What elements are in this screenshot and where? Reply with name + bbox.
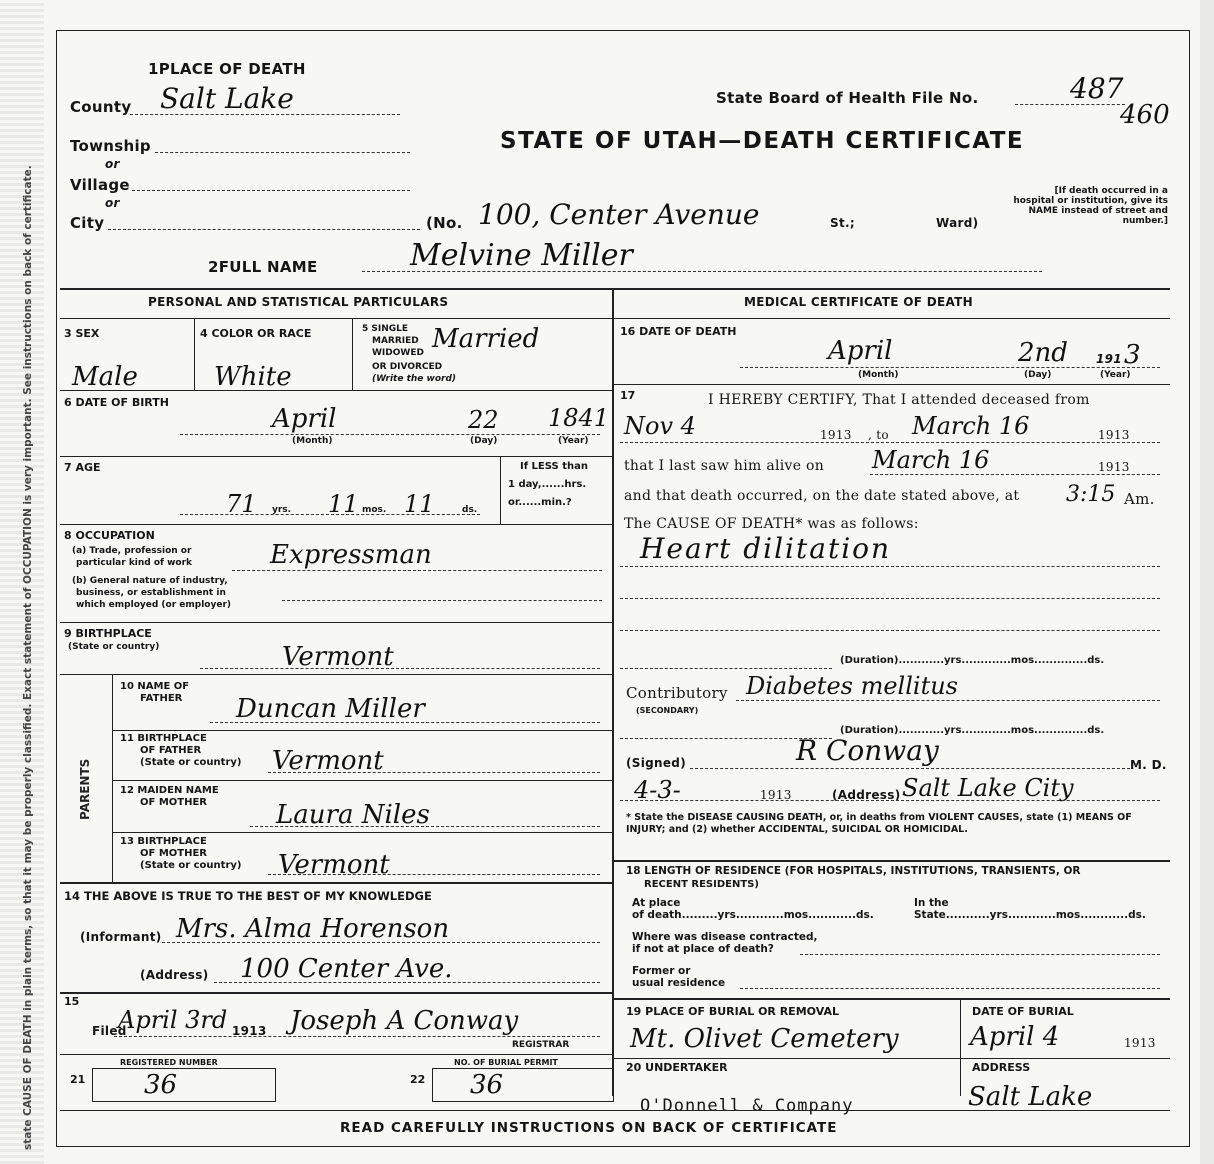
marital-label-5: (Write the word) bbox=[372, 374, 457, 384]
reg-no-label: REGISTERED NUMBER bbox=[120, 1058, 218, 1067]
full-name-value: Melvine Miller bbox=[410, 238, 633, 273]
row-line-age bbox=[60, 524, 612, 525]
reg-no-box bbox=[92, 1068, 276, 1102]
med-address-label: (Address) bbox=[832, 788, 901, 802]
row-line-birthplace bbox=[60, 674, 612, 675]
right-edge-strip bbox=[1200, 0, 1214, 1164]
dob-month-caption: (Month) bbox=[292, 436, 333, 446]
row-line-informant bbox=[60, 992, 612, 994]
full-name-line bbox=[362, 271, 1042, 272]
occupation-line-2 bbox=[282, 600, 602, 601]
attended-from-year: 1913 bbox=[820, 428, 852, 442]
row-line-father-bp bbox=[112, 780, 612, 781]
age-ds-caption: ds. bbox=[462, 505, 478, 515]
row-line-occupation bbox=[60, 622, 612, 623]
burial-date-value: April 4 bbox=[970, 1022, 1060, 1052]
father-birthplace-label-2: OF FATHER bbox=[140, 745, 202, 756]
in-state-label-1: In the bbox=[914, 897, 949, 909]
age-mos-caption: mos. bbox=[362, 505, 387, 515]
less-than-2: 1 day,......hrs. bbox=[508, 479, 587, 490]
grid-bottom-line bbox=[60, 1110, 1170, 1111]
or-text-2: or bbox=[105, 196, 120, 210]
side-instruction-note: state CAUSE OF DEATH in plain terms, so that it may be properly classified. Exact statement of OCCUPATION is very important. See instructions on back of certificate. bbox=[22, 165, 34, 1150]
cause-value: Heart dilitation bbox=[640, 532, 892, 565]
dod-year-caption: (Year) bbox=[1100, 370, 1131, 380]
father-name-label-2: FATHER bbox=[140, 693, 183, 704]
dob-line bbox=[180, 434, 600, 435]
burial-value: Mt. Olivet Cemetery bbox=[630, 1024, 899, 1054]
age-years: 71 bbox=[226, 490, 257, 518]
to-label: , to bbox=[868, 428, 889, 442]
row-line-sex bbox=[60, 390, 612, 391]
occupation-a1: (a) Trade, profession or bbox=[72, 546, 192, 556]
city-line bbox=[108, 229, 420, 230]
age-days: 11 bbox=[404, 490, 435, 518]
cause-label: The CAUSE OF DEATH* was as follows: bbox=[624, 516, 919, 532]
father-birthplace-line bbox=[268, 772, 600, 773]
residence-label-2: RECENT RESIDENTS) bbox=[644, 879, 759, 890]
last-saw-date: March 16 bbox=[872, 446, 990, 474]
last-saw-line bbox=[870, 474, 1160, 475]
reg-no-num: 21 bbox=[70, 1073, 86, 1086]
mother-birthplace-label-1: 13 BIRTHPLACE bbox=[120, 836, 207, 847]
dob-label: 6 DATE OF BIRTH bbox=[64, 396, 169, 409]
marital-label-3: WIDOWED bbox=[372, 348, 424, 358]
filed-value: April 3rd bbox=[118, 1006, 228, 1034]
informant-value: Mrs. Alma Horenson bbox=[176, 914, 450, 944]
age-divider bbox=[500, 456, 501, 524]
parents-label: PARENTS bbox=[78, 758, 92, 820]
time-suffix: Am. bbox=[1124, 490, 1155, 508]
time-value: 3:15 bbox=[1066, 482, 1116, 507]
left-section-line bbox=[60, 318, 612, 319]
color-label: 4 COLOR OR RACE bbox=[200, 327, 312, 340]
signed-label: (Signed) bbox=[626, 756, 686, 770]
marital-label-2: MARRIED bbox=[372, 336, 419, 346]
row-line-burial bbox=[612, 1058, 1170, 1059]
full-name-label: 2FULL NAME bbox=[208, 258, 318, 276]
row-line-mother-bp bbox=[60, 882, 612, 884]
occupation-b1: (b) General nature of industry, bbox=[72, 576, 228, 586]
filed-label: Filed bbox=[92, 1024, 127, 1038]
age-months: 11 bbox=[328, 490, 359, 518]
or-text-1: or bbox=[105, 157, 120, 171]
mother-name-line bbox=[250, 826, 600, 827]
at-place-label-2: of death.........yrs............mos............ds. bbox=[632, 909, 874, 921]
mother-name-label-1: 12 MAIDEN NAME bbox=[120, 785, 219, 796]
parents-divider bbox=[112, 674, 113, 882]
contracted-label-1: Where was disease contracted, bbox=[632, 931, 818, 943]
undertaker-value: O'Donnell & Company bbox=[640, 1096, 854, 1116]
contracted-line bbox=[800, 954, 1160, 955]
last-saw-year: 1913 bbox=[1098, 460, 1130, 474]
certify-number: 17 bbox=[620, 389, 636, 402]
duration-line bbox=[620, 668, 832, 669]
contributory-line bbox=[736, 700, 1160, 701]
row-line-mother bbox=[112, 832, 612, 833]
mother-name-value: Laura Niles bbox=[276, 800, 430, 830]
county-line bbox=[130, 114, 400, 115]
occupation-line bbox=[232, 570, 602, 571]
dod-month: April bbox=[828, 336, 893, 366]
age-label: 7 AGE bbox=[64, 461, 101, 474]
row-line-residence bbox=[612, 998, 1170, 1000]
street-st-label: St.; bbox=[830, 216, 855, 230]
father-birthplace-value: Vermont bbox=[272, 746, 384, 776]
contracted-label-2: if not at place of death? bbox=[632, 943, 774, 955]
cause-line-3 bbox=[620, 630, 1160, 631]
street-value: 100, Center Avenue bbox=[478, 198, 760, 231]
dod-day-caption: (Day) bbox=[1024, 370, 1052, 380]
township-line bbox=[155, 152, 410, 153]
filed-line bbox=[114, 1036, 600, 1037]
birthplace-sub: (State or country) bbox=[68, 642, 160, 652]
med-address-line bbox=[620, 800, 1160, 801]
signed-value: R Conway bbox=[796, 734, 939, 767]
cause-line-2 bbox=[620, 598, 1160, 599]
attended-from-date: Nov 4 bbox=[624, 412, 696, 440]
cause-footnote: * State the DISEASE CAUSING DEATH, or, in deaths from VIOLENT CAUSES, state (1) MEANS OF INJURY; and (2) whether ACCIDENTAL, SUICIDAL OR HOMICIDAL. bbox=[626, 812, 1132, 835]
occupation-label: 8 OCCUPATION bbox=[64, 529, 155, 542]
row-line-dod bbox=[612, 384, 1170, 385]
occupation-b2: business, or establishment in bbox=[76, 588, 226, 598]
medical-section-title: MEDICAL CERTIFICATE OF DEATH bbox=[744, 295, 973, 309]
street-no-label: (No. bbox=[426, 214, 463, 232]
burial-label: 19 PLACE OF BURIAL OR REMOVAL bbox=[626, 1005, 839, 1018]
filed-year: 1913 bbox=[232, 1024, 267, 1038]
row-line-father bbox=[112, 730, 612, 731]
marital-label-1: 5 SINGLE bbox=[362, 324, 409, 334]
file-number-alt: 460 bbox=[1120, 100, 1170, 130]
md-label: M. D. bbox=[1130, 758, 1167, 772]
father-name-label-1: 10 NAME OF bbox=[120, 681, 190, 692]
reg-no-value: 36 bbox=[144, 1070, 178, 1100]
true-statement-label: 14 THE ABOVE IS TRUE TO THE BEST OF MY KNOWLEDGE bbox=[64, 889, 432, 903]
dob-day: 22 bbox=[468, 406, 499, 434]
informant-label: (Informant) bbox=[80, 930, 162, 944]
marital-value: Married bbox=[432, 324, 540, 354]
signed-date: 4-3- bbox=[634, 776, 681, 804]
place-of-death-label: 1PLACE OF DEATH bbox=[148, 60, 306, 78]
permit-num: 22 bbox=[410, 1073, 426, 1086]
registrar-label: REGISTRAR bbox=[512, 1040, 570, 1050]
last-saw-text: that I last saw him alive on bbox=[624, 458, 825, 474]
informant-address-line bbox=[214, 982, 600, 983]
dob-month: April bbox=[272, 404, 337, 434]
permit-value: 36 bbox=[470, 1070, 504, 1100]
grid-top-line bbox=[60, 288, 1170, 290]
informant-line bbox=[162, 942, 600, 943]
registrar-signature: Joseph A Conway bbox=[290, 1006, 519, 1036]
former-line bbox=[740, 988, 1160, 989]
father-birthplace-label-1: 11 BIRTHPLACE bbox=[120, 733, 207, 744]
grid-center-line bbox=[612, 288, 614, 1096]
attended-line bbox=[620, 442, 1160, 443]
township-label: Township bbox=[70, 137, 151, 155]
secondary-label: (SECONDARY) bbox=[636, 706, 699, 715]
dob-day-caption: (Day) bbox=[470, 436, 498, 446]
at-place-label-1: At place bbox=[632, 897, 681, 909]
dod-year-prefix: 191 bbox=[1096, 352, 1122, 366]
marital-label-4: OR DIVORCED bbox=[372, 362, 443, 372]
mother-birthplace-label-2: OF MOTHER bbox=[140, 848, 207, 859]
undertaker-address-label: ADDRESS bbox=[972, 1061, 1031, 1074]
file-number: 487 bbox=[1070, 72, 1124, 105]
occupation-a2: particular kind of work bbox=[76, 558, 193, 568]
mother-birthplace-label-3: (State or country) bbox=[140, 860, 242, 871]
row-line-filed bbox=[60, 1054, 612, 1055]
former-label-1: Former or bbox=[632, 965, 691, 977]
duration-text-2: (Duration)............yrs.............mos..............ds. bbox=[840, 725, 1105, 736]
informant-address-value: 100 Center Ave. bbox=[240, 954, 453, 984]
residence-label-1: 18 LENGTH OF RESIDENCE (FOR HOSPITALS, INSTITUTIONS, TRANSIENTS, OR bbox=[626, 865, 1081, 877]
sex-divider bbox=[194, 318, 195, 390]
row-line-footnote bbox=[612, 860, 1170, 862]
city-label: City bbox=[70, 214, 105, 232]
father-name-value: Duncan Miller bbox=[236, 694, 425, 724]
dod-label: 16 DATE OF DEATH bbox=[620, 325, 737, 338]
burial-divider bbox=[960, 998, 961, 1096]
age-line bbox=[180, 514, 480, 515]
dod-year-suffix: 3 bbox=[1124, 340, 1141, 370]
in-state-label-2: State...........yrs............mos............ds. bbox=[914, 909, 1146, 921]
village-line bbox=[132, 190, 410, 191]
birthplace-label: 9 BIRTHPLACE bbox=[64, 627, 152, 640]
duration-text: (Duration)............yrs.............mos..............ds. bbox=[840, 655, 1105, 666]
informant-address-label: (Address) bbox=[140, 968, 209, 982]
contributory-value: Diabetes mellitus bbox=[746, 672, 958, 700]
dod-line bbox=[740, 367, 1160, 368]
less-than-1: If LESS than bbox=[520, 461, 588, 472]
personal-section-title: PERSONAL AND STATISTICAL PARTICULARS bbox=[148, 295, 449, 309]
attended-to-date: March 16 bbox=[912, 412, 1030, 440]
less-than-3: or......min.? bbox=[508, 497, 572, 508]
contributory-label: Contributory bbox=[626, 684, 728, 702]
right-section-line bbox=[612, 318, 1170, 319]
dob-year: 1841 bbox=[548, 404, 610, 432]
dod-month-caption: (Month) bbox=[858, 370, 899, 380]
burial-date-label: DATE OF BURIAL bbox=[972, 1005, 1074, 1018]
color-value: White bbox=[214, 362, 292, 392]
mother-birthplace-value: Vermont bbox=[278, 850, 390, 880]
certify-text: I HEREBY CERTIFY, That I attended deceased from bbox=[708, 392, 1090, 408]
certificate-title: STATE OF UTAH—DEATH CERTIFICATE bbox=[500, 128, 1025, 154]
county-value: Salt Lake bbox=[160, 82, 294, 115]
filed-number: 15 bbox=[64, 995, 80, 1008]
signed-line bbox=[690, 768, 1130, 769]
sex-label: 3 SEX bbox=[64, 327, 100, 340]
undertaker-address-value: Salt Lake bbox=[968, 1082, 1093, 1112]
sex-value: Male bbox=[72, 362, 138, 392]
birthplace-value: Vermont bbox=[282, 642, 394, 672]
row-line-dob bbox=[60, 456, 612, 457]
occurred-text: and that death occurred, on the date stated above, at bbox=[624, 488, 1020, 504]
instructions-footer: READ CAREFULLY INSTRUCTIONS ON BACK OF CERTIFICATE bbox=[340, 1120, 838, 1136]
burial-year: 1913 bbox=[1124, 1036, 1156, 1050]
color-divider bbox=[352, 318, 353, 390]
ward-label: Ward) bbox=[936, 216, 979, 230]
county-label: County bbox=[70, 98, 132, 116]
permit-label: NO. OF BURIAL PERMIT bbox=[454, 1058, 558, 1067]
state-file-label: State Board of Health File No. bbox=[716, 89, 979, 107]
attended-to-year: 1913 bbox=[1098, 428, 1130, 442]
father-birthplace-label-3: (State or country) bbox=[140, 757, 242, 768]
father-name-line bbox=[210, 722, 600, 723]
mother-birthplace-line bbox=[268, 874, 600, 875]
dob-year-caption: (Year) bbox=[558, 436, 589, 446]
former-label-2: usual residence bbox=[632, 977, 726, 989]
undertaker-label: 20 UNDERTAKER bbox=[626, 1061, 728, 1074]
age-yrs-caption: yrs. bbox=[272, 505, 292, 515]
hospital-note: [If death occurred in a hospital or institution, give its NAME instead of street and number.] bbox=[1013, 186, 1168, 226]
cause-line-1 bbox=[620, 566, 1160, 567]
mother-name-label-2: OF MOTHER bbox=[140, 797, 207, 808]
signed-year: 1913 bbox=[760, 788, 792, 802]
dod-day: 2nd bbox=[1018, 338, 1068, 368]
birthplace-line bbox=[200, 668, 600, 669]
med-address-value: Salt Lake City bbox=[902, 774, 1074, 802]
permit-box bbox=[432, 1068, 614, 1102]
occupation-b3: which employed (or employer) bbox=[76, 600, 232, 610]
village-label: Village bbox=[70, 176, 130, 194]
occupation-value: Expressman bbox=[270, 540, 432, 570]
